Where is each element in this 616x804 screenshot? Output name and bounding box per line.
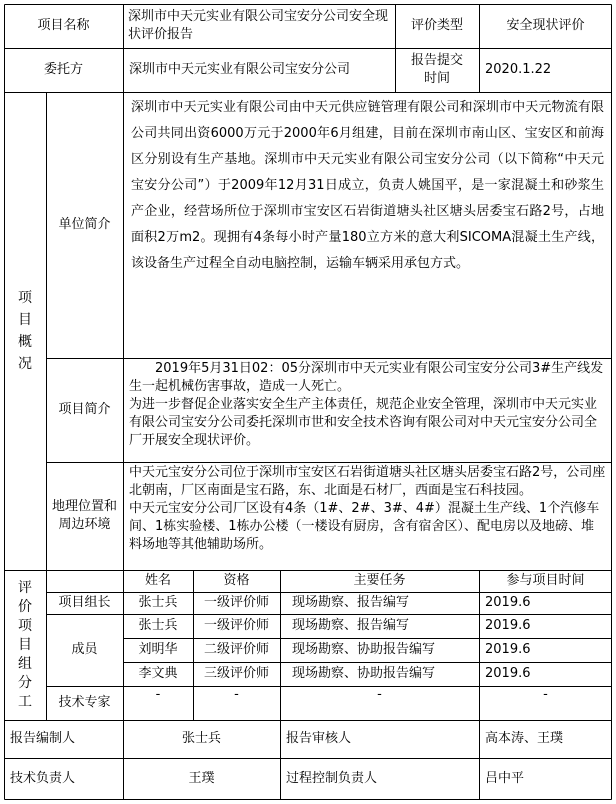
member-task: 现场勘察、协助报告编写 xyxy=(292,642,436,657)
project-intro-p2: 为进一步督促企业落实安全生产主体责任，规范企业安全管理，深圳市中天元实业有限公司宝安分公司委托深圳市世和安全技术咨询有限公司对中天元宝安分公司全厂开展安全现状评价。 xyxy=(129,397,598,448)
project-intro-text xyxy=(123,358,612,462)
unit-intro-label: 单位简介 xyxy=(58,217,111,232)
team-header-time: 参与项目时间 xyxy=(506,573,585,588)
leader-name: 张士兵 xyxy=(138,595,178,610)
expert-task: - xyxy=(377,687,382,702)
team-header-name: 姓名 xyxy=(144,573,171,588)
members-role-label: 成员 xyxy=(71,642,98,657)
unit-intro-text: 深圳市中天元实业有限公司由中天元供应链管理有限公司和深圳市中天元物流有限公司共同出资6000万元于2000年6月组建，目前在深圳市南山区、宝安区和前海区分别设有生产基地。深圳市中天元实业有限公司宝安分公司（以下简称“中天元宝安分公司”）于2009年12月31日成立，负责人姚国平，是一家混凝土和砂浆生产企业，经营场所位于深圳市宝安区石岩街道塘头社区塘头居委宝石路2号，占地面积2万m2。现拥有4条每小时产量180立方米的意大利SICOMA混凝土生产线，该设备生产过程全自动电脑控制，运输车辆采用承包方式。 xyxy=(131,100,604,271)
leader-time: 2019.6 xyxy=(485,595,531,610)
leader-role-label: 项目组长 xyxy=(58,595,111,610)
submit-time-label: 报告提交时间 xyxy=(410,53,463,86)
leader-qual: 一级评价师 xyxy=(203,595,269,610)
member-time: 2019.6 xyxy=(485,642,531,657)
reviewer-label: 报告审核人 xyxy=(286,731,352,746)
reviewer-value: 高本涛、王璞 xyxy=(485,731,564,746)
member-qual: 一级评价师 xyxy=(203,618,269,633)
process-lead-label: 过程控制负责人 xyxy=(286,771,378,786)
member-time: 2019.6 xyxy=(485,618,531,633)
leader-task: 现场勘察、报告编写 xyxy=(292,595,410,610)
project-name-value: 深圳市中天元实业有限公司宝安分公司安全现状评价报告 xyxy=(128,9,389,42)
tech-lead-label: 技术负责人 xyxy=(10,771,76,786)
team-header-task: 主要任务 xyxy=(353,573,406,588)
client-value: 深圳市中天元实业有限公司宝安分公司 xyxy=(129,62,351,77)
expert-name: - xyxy=(155,687,161,702)
compiler-label: 报告编制人 xyxy=(10,731,76,746)
expert-time: - xyxy=(543,687,548,702)
location-label: 地理位置和周边环境 xyxy=(51,499,117,532)
project-intro-label: 项目简介 xyxy=(58,402,111,417)
team-label: 评价项目组分工 xyxy=(18,579,32,710)
client-label: 委托方 xyxy=(43,62,83,77)
submit-time-value: 2020.1.22 xyxy=(485,62,552,77)
member-name: 张士兵 xyxy=(138,618,178,633)
process-lead-value: 吕中平 xyxy=(485,771,525,786)
expert-qual: - xyxy=(234,687,239,702)
member-qual: 三级评价师 xyxy=(203,666,269,681)
overview-label: 项目概况 xyxy=(18,290,32,372)
team-header-qual: 资格 xyxy=(223,573,250,588)
member-time: 2019.6 xyxy=(485,666,531,681)
compiler-value: 张士兵 xyxy=(181,731,221,746)
member-name: 刘明华 xyxy=(138,642,178,657)
project-name-label: 项目名称 xyxy=(37,18,90,33)
member-name: 李文典 xyxy=(138,666,178,681)
expert-role-label: 技术专家 xyxy=(58,695,111,710)
location-p2: 中天元宝安分公司厂区设有4条（1#、2#、3#、4#）混凝土生产线、1个汽修车间、1栋实验楼、1栋办公楼（一楼设有厨房，含有宿舍区）、配电房以及地磅、堆料场地等其他辅助场所。 xyxy=(129,501,600,552)
location-p1: 中天元宝安分公司位于深圳市宝安区石岩街道塘头社区塘头居委宝石路2号，公司座北朝南，厂区南面是宝石路，东、北面是石材厂，西面是宝石科技园。 xyxy=(129,465,606,498)
project-intro-p1: 2019年5月31日02：05分深圳市中天元实业有限公司宝安分公司3#生产线发生一起机械伤害事故，造成一人死亡。 xyxy=(129,361,604,394)
member-task: 现场勘察、报告编写 xyxy=(292,618,410,633)
member-qual: 二级评价师 xyxy=(203,642,269,657)
eval-type-label: 评价类型 xyxy=(410,18,463,33)
member-task: 现场勘察、协助报告编写 xyxy=(292,666,436,681)
tech-lead-value: 王璞 xyxy=(188,771,215,786)
location-text xyxy=(123,462,612,570)
eval-type-value: 安全现状评价 xyxy=(506,18,585,33)
